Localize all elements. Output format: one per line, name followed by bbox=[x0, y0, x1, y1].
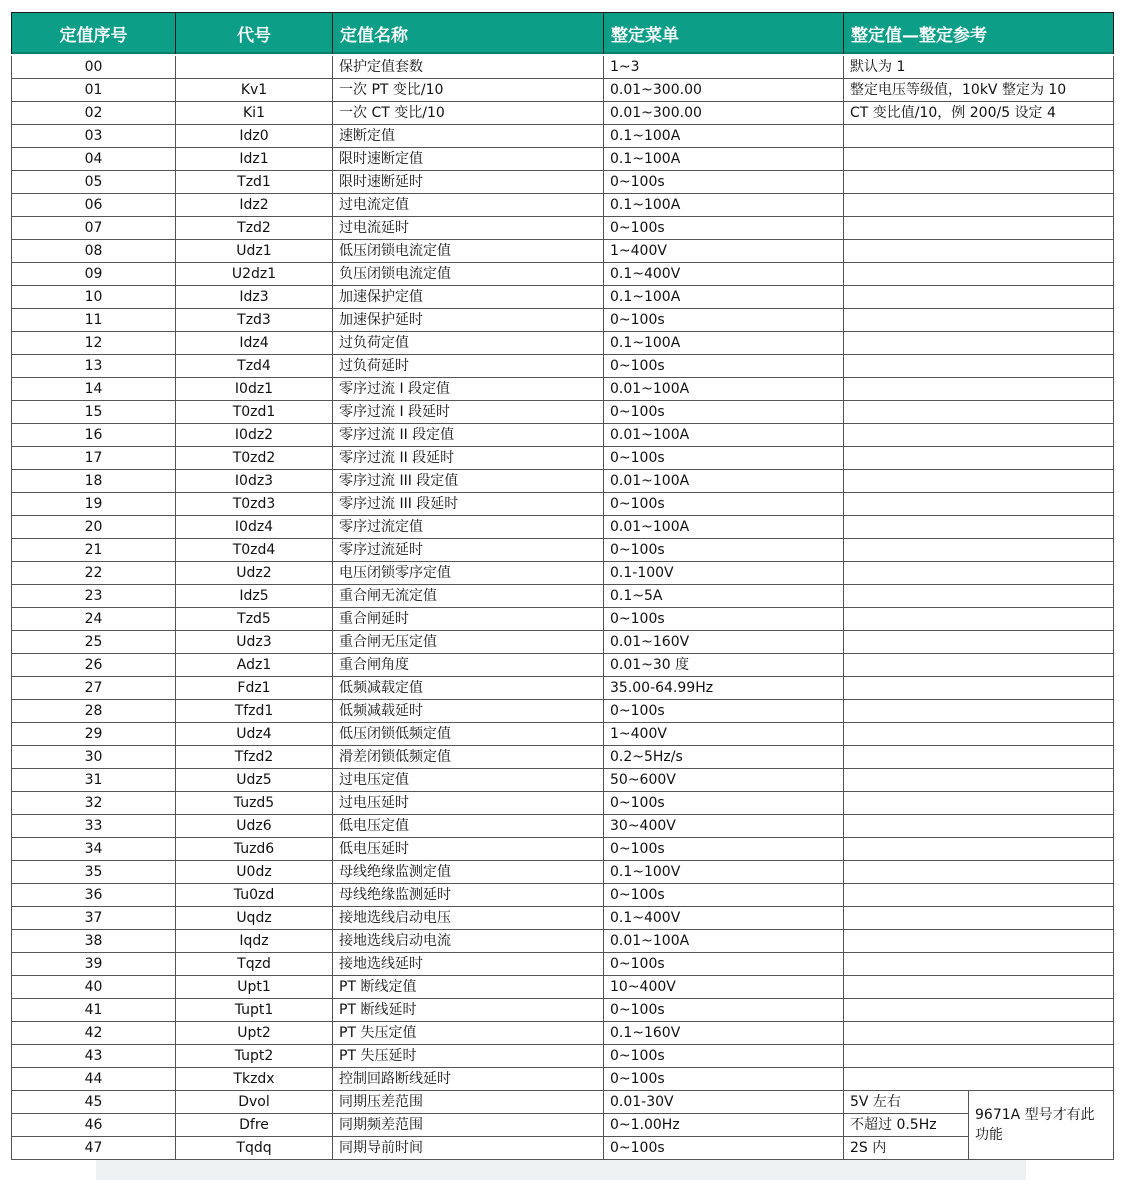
row-range: 0~100s bbox=[604, 493, 844, 516]
row-reference: 整定电压等级值，10kV 整定为 10 bbox=[844, 79, 1114, 102]
table-row bbox=[12, 1114, 1114, 1137]
footer-band bbox=[96, 1160, 1026, 1180]
row-range: 50~600V bbox=[604, 769, 844, 792]
row-name: 限时速断定值 bbox=[333, 148, 604, 171]
row-seq: 41 bbox=[12, 999, 176, 1022]
table-row bbox=[12, 1091, 1114, 1114]
row-seq: 18 bbox=[12, 470, 176, 493]
table-row bbox=[12, 792, 1114, 815]
row-seq: 19 bbox=[12, 493, 176, 516]
row-name: 零序过流定值 bbox=[333, 516, 604, 539]
table-row bbox=[12, 769, 1114, 792]
table-row bbox=[12, 930, 1114, 953]
row-seq: 09 bbox=[12, 263, 176, 286]
row-code: Tzd2 bbox=[176, 217, 333, 240]
row-seq: 21 bbox=[12, 539, 176, 562]
row-code: T0zd4 bbox=[176, 539, 333, 562]
row-range: 0~100s bbox=[604, 447, 844, 470]
row-code: Idz1 bbox=[176, 148, 333, 171]
table-row bbox=[12, 631, 1114, 654]
row-range: 0~100s bbox=[604, 608, 844, 631]
row-reference bbox=[844, 677, 1114, 700]
row-name: 控制回路断线延时 bbox=[333, 1068, 604, 1091]
table-row bbox=[12, 700, 1114, 723]
row-name: 保护定值套数 bbox=[333, 55, 604, 79]
row-reference bbox=[844, 424, 1114, 447]
table-row bbox=[12, 171, 1114, 194]
row-code: Tfzd1 bbox=[176, 700, 333, 723]
row-range: 0.1~400V bbox=[604, 263, 844, 286]
row-range: 35.00-64.99Hz bbox=[604, 677, 844, 700]
row-range: 0.1~400V bbox=[604, 907, 844, 930]
row-reference bbox=[844, 815, 1114, 838]
row-range: 0~100s bbox=[604, 1045, 844, 1068]
table-row bbox=[12, 654, 1114, 677]
row-code: Tupt2 bbox=[176, 1045, 333, 1068]
row-range: 0~100s bbox=[604, 999, 844, 1022]
row-seq: 39 bbox=[12, 953, 176, 976]
row-range: 0.01~100A bbox=[604, 378, 844, 401]
row-reference bbox=[844, 838, 1114, 861]
row-seq: 25 bbox=[12, 631, 176, 654]
row-reference bbox=[844, 171, 1114, 194]
row-reference bbox=[844, 1045, 1114, 1068]
row-reference: 5V 左右 bbox=[844, 1091, 969, 1114]
row-name: 重合闸无流定值 bbox=[333, 585, 604, 608]
row-seq: 10 bbox=[12, 286, 176, 309]
row-range: 0.1~160V bbox=[604, 1022, 844, 1045]
row-code: Udz3 bbox=[176, 631, 333, 654]
row-range: 0~100s bbox=[604, 171, 844, 194]
row-code: Tzd1 bbox=[176, 171, 333, 194]
row-range: 0.01~100A bbox=[604, 424, 844, 447]
row-reference: 不超过 0.5Hz bbox=[844, 1114, 969, 1137]
row-seq: 32 bbox=[12, 792, 176, 815]
row-name: 接地选线启动电压 bbox=[333, 907, 604, 930]
table-row bbox=[12, 746, 1114, 769]
table-row bbox=[12, 539, 1114, 562]
row-name: 速断定值 bbox=[333, 125, 604, 148]
table-row bbox=[12, 838, 1114, 861]
row-code: T0zd2 bbox=[176, 447, 333, 470]
row-code: Ki1 bbox=[176, 102, 333, 125]
row-code: Udz2 bbox=[176, 562, 333, 585]
row-code: T0zd3 bbox=[176, 493, 333, 516]
row-range: 0~100s bbox=[604, 792, 844, 815]
row-name: 同期压差范围 bbox=[333, 1091, 604, 1114]
row-reference bbox=[844, 1022, 1114, 1045]
row-seq: 29 bbox=[12, 723, 176, 746]
row-code: U0dz bbox=[176, 861, 333, 884]
row-code: Iqdz bbox=[176, 930, 333, 953]
row-code: I0dz4 bbox=[176, 516, 333, 539]
table-row bbox=[12, 217, 1114, 240]
table-body bbox=[12, 55, 1114, 1160]
row-code: Kv1 bbox=[176, 79, 333, 102]
header-code: 代号 bbox=[176, 13, 333, 56]
row-seq: 26 bbox=[12, 654, 176, 677]
row-reference bbox=[844, 539, 1114, 562]
row-name: 低压闭锁电流定值 bbox=[333, 240, 604, 263]
table-row bbox=[12, 815, 1114, 838]
row-range: 0~100s bbox=[604, 401, 844, 424]
row-reference: 默认为 1 bbox=[844, 55, 1114, 79]
row-code: Fdz1 bbox=[176, 677, 333, 700]
table-row bbox=[12, 286, 1114, 309]
row-range: 0.1-100V bbox=[604, 562, 844, 585]
table-row bbox=[12, 516, 1114, 539]
row-code: Idz0 bbox=[176, 125, 333, 148]
row-seq: 33 bbox=[12, 815, 176, 838]
row-reference bbox=[844, 746, 1114, 769]
row-name: PT 失压延时 bbox=[333, 1045, 604, 1068]
row-seq: 03 bbox=[12, 125, 176, 148]
table-row bbox=[12, 1045, 1114, 1068]
table-row bbox=[12, 953, 1114, 976]
row-code: T0zd1 bbox=[176, 401, 333, 424]
row-name: 母线绝缘监测定值 bbox=[333, 861, 604, 884]
row-code: Idz2 bbox=[176, 194, 333, 217]
table-row bbox=[12, 240, 1114, 263]
row-seq: 42 bbox=[12, 1022, 176, 1045]
row-code: Tuzd6 bbox=[176, 838, 333, 861]
row-name: 滑差闭锁低频定值 bbox=[333, 746, 604, 769]
table-row bbox=[12, 401, 1114, 424]
row-name: 零序过流 III 段定值 bbox=[333, 470, 604, 493]
row-reference bbox=[844, 953, 1114, 976]
table-row bbox=[12, 125, 1114, 148]
row-range: 10~400V bbox=[604, 976, 844, 999]
table-row bbox=[12, 562, 1114, 585]
row-range: 0~100s bbox=[604, 884, 844, 907]
row-code: Tfzd2 bbox=[176, 746, 333, 769]
row-code: U2dz1 bbox=[176, 263, 333, 286]
row-code: Udz1 bbox=[176, 240, 333, 263]
row-name: PT 断线定值 bbox=[333, 976, 604, 999]
header-range: 整定菜单 bbox=[604, 13, 844, 56]
row-range: 0.1~100V bbox=[604, 861, 844, 884]
row-code: Udz5 bbox=[176, 769, 333, 792]
row-seq: 34 bbox=[12, 838, 176, 861]
row-range: 0~100s bbox=[604, 355, 844, 378]
table-row bbox=[12, 424, 1114, 447]
row-seq: 06 bbox=[12, 194, 176, 217]
row-seq: 30 bbox=[12, 746, 176, 769]
row-seq: 05 bbox=[12, 171, 176, 194]
row-seq: 04 bbox=[12, 148, 176, 171]
row-range: 0.01~160V bbox=[604, 631, 844, 654]
row-reference bbox=[844, 700, 1114, 723]
row-reference bbox=[844, 378, 1114, 401]
row-code: Tu0zd bbox=[176, 884, 333, 907]
row-code: Tzd5 bbox=[176, 608, 333, 631]
row-reference bbox=[844, 240, 1114, 263]
row-code: Idz3 bbox=[176, 286, 333, 309]
table-row bbox=[12, 884, 1114, 907]
row-name: 低电压定值 bbox=[333, 815, 604, 838]
row-seq: 44 bbox=[12, 1068, 176, 1091]
row-range: 1~400V bbox=[604, 723, 844, 746]
row-seq: 31 bbox=[12, 769, 176, 792]
table-header-row bbox=[12, 13, 1114, 56]
row-reference bbox=[844, 148, 1114, 171]
table-row bbox=[12, 79, 1114, 102]
row-name: 接地选线延时 bbox=[333, 953, 604, 976]
row-code: Tkzdx bbox=[176, 1068, 333, 1091]
row-code: Upt1 bbox=[176, 976, 333, 999]
row-reference bbox=[844, 976, 1114, 999]
row-seq: 02 bbox=[12, 102, 176, 125]
table-row bbox=[12, 355, 1114, 378]
row-name: 零序过流 I 段定值 bbox=[333, 378, 604, 401]
table-row bbox=[12, 470, 1114, 493]
row-seq: 08 bbox=[12, 240, 176, 263]
row-name: 电压闭锁零序定值 bbox=[333, 562, 604, 585]
row-seq: 22 bbox=[12, 562, 176, 585]
row-reference bbox=[844, 263, 1114, 286]
table-row bbox=[12, 976, 1114, 999]
row-reference bbox=[844, 930, 1114, 953]
row-name: 过电压延时 bbox=[333, 792, 604, 815]
row-seq: 20 bbox=[12, 516, 176, 539]
table-row bbox=[12, 447, 1114, 470]
row-code: I0dz1 bbox=[176, 378, 333, 401]
row-seq: 43 bbox=[12, 1045, 176, 1068]
row-reference bbox=[844, 1068, 1114, 1091]
row-reference bbox=[844, 470, 1114, 493]
row-range: 0~100s bbox=[604, 1137, 844, 1160]
row-name: 一次 PT 变比/10 bbox=[333, 79, 604, 102]
row-name: 低频减载延时 bbox=[333, 700, 604, 723]
table-row bbox=[12, 493, 1114, 516]
row-name: 过电压定值 bbox=[333, 769, 604, 792]
row-seq: 45 bbox=[12, 1091, 176, 1114]
row-name: 低电压延时 bbox=[333, 838, 604, 861]
table-row bbox=[12, 677, 1114, 700]
header-name: 定值名称 bbox=[333, 13, 604, 56]
row-seq: 07 bbox=[12, 217, 176, 240]
row-code: Dvol bbox=[176, 1091, 333, 1114]
row-reference bbox=[844, 562, 1114, 585]
table-row bbox=[12, 608, 1114, 631]
row-range: 0~100s bbox=[604, 217, 844, 240]
row-code: Tzd4 bbox=[176, 355, 333, 378]
table-row bbox=[12, 723, 1114, 746]
row-reference bbox=[844, 493, 1114, 516]
table-row bbox=[12, 148, 1114, 171]
row-name: 低频减载定值 bbox=[333, 677, 604, 700]
row-seq: 14 bbox=[12, 378, 176, 401]
row-range: 0~100s bbox=[604, 838, 844, 861]
row-range: 1~400V bbox=[604, 240, 844, 263]
row-range: 0.01~100A bbox=[604, 930, 844, 953]
row-name: 重合闸角度 bbox=[333, 654, 604, 677]
row-range: 1~3 bbox=[604, 55, 844, 79]
row-name: 重合闸无压定值 bbox=[333, 631, 604, 654]
row-reference bbox=[844, 861, 1114, 884]
table-row bbox=[12, 194, 1114, 217]
row-range: 0~100s bbox=[604, 539, 844, 562]
row-code: Tzd3 bbox=[176, 309, 333, 332]
row-code: Adz1 bbox=[176, 654, 333, 677]
row-seq: 27 bbox=[12, 677, 176, 700]
row-name: 零序过流 II 段延时 bbox=[333, 447, 604, 470]
row-name: 加速保护延时 bbox=[333, 309, 604, 332]
table-row bbox=[12, 1022, 1114, 1045]
row-name: 一次 CT 变比/10 bbox=[333, 102, 604, 125]
row-seq: 12 bbox=[12, 332, 176, 355]
row-range: 0.01-30V bbox=[604, 1091, 844, 1114]
row-seq: 28 bbox=[12, 700, 176, 723]
row-reference bbox=[844, 217, 1114, 240]
table-row bbox=[12, 378, 1114, 401]
row-seq: 47 bbox=[12, 1137, 176, 1160]
row-code: Idz4 bbox=[176, 332, 333, 355]
row-name: 负压闭锁电流定值 bbox=[333, 263, 604, 286]
row-seq: 01 bbox=[12, 79, 176, 102]
row-code: Dfre bbox=[176, 1114, 333, 1137]
row-range: 0~100s bbox=[604, 700, 844, 723]
row-code: I0dz3 bbox=[176, 470, 333, 493]
row-name: 同期频差范围 bbox=[333, 1114, 604, 1137]
table-row bbox=[12, 309, 1114, 332]
row-range: 0~100s bbox=[604, 1068, 844, 1091]
row-name: 过负荷延时 bbox=[333, 355, 604, 378]
row-seq: 36 bbox=[12, 884, 176, 907]
row-reference bbox=[844, 125, 1114, 148]
table-row bbox=[12, 585, 1114, 608]
row-range: 0~1.00Hz bbox=[604, 1114, 844, 1137]
table-row bbox=[12, 263, 1114, 286]
row-name: 零序过流 I 段延时 bbox=[333, 401, 604, 424]
row-reference bbox=[844, 585, 1114, 608]
row-seq: 24 bbox=[12, 608, 176, 631]
row-name: 过负荷定值 bbox=[333, 332, 604, 355]
row-name: 母线绝缘监测延时 bbox=[333, 884, 604, 907]
row-name: 零序过流 II 段定值 bbox=[333, 424, 604, 447]
row-reference bbox=[844, 286, 1114, 309]
row-reference bbox=[844, 723, 1114, 746]
row-name: 重合闸延时 bbox=[333, 608, 604, 631]
table-row bbox=[12, 861, 1114, 884]
row-reference bbox=[844, 792, 1114, 815]
row-seq: 38 bbox=[12, 930, 176, 953]
row-name: 过电流定值 bbox=[333, 194, 604, 217]
row-name: 过电流延时 bbox=[333, 217, 604, 240]
row-seq: 13 bbox=[12, 355, 176, 378]
table-row bbox=[12, 1068, 1114, 1091]
row-reference bbox=[844, 654, 1114, 677]
row-reference bbox=[844, 999, 1114, 1022]
row-range: 0.01~300.00 bbox=[604, 79, 844, 102]
row-seq: 37 bbox=[12, 907, 176, 930]
row-range: 0.01~100A bbox=[604, 516, 844, 539]
table-row bbox=[12, 1137, 1114, 1160]
row-range: 0.1~100A bbox=[604, 125, 844, 148]
row-name: 加速保护定值 bbox=[333, 286, 604, 309]
row-seq: 15 bbox=[12, 401, 176, 424]
row-seq: 11 bbox=[12, 309, 176, 332]
row-seq: 35 bbox=[12, 861, 176, 884]
row-code: Udz6 bbox=[176, 815, 333, 838]
row-name: 接地选线启动电流 bbox=[333, 930, 604, 953]
row-code: Tqzd bbox=[176, 953, 333, 976]
row-range: 0~100s bbox=[604, 309, 844, 332]
row-reference bbox=[844, 355, 1114, 378]
row-seq: 46 bbox=[12, 1114, 176, 1137]
row-reference bbox=[844, 631, 1114, 654]
row-seq: 00 bbox=[12, 55, 176, 79]
row-reference bbox=[844, 332, 1114, 355]
table-row bbox=[12, 102, 1114, 125]
row-range: 30~400V bbox=[604, 815, 844, 838]
row-reference bbox=[844, 907, 1114, 930]
row-reference bbox=[844, 309, 1114, 332]
row-seq: 16 bbox=[12, 424, 176, 447]
row-code: Tupt1 bbox=[176, 999, 333, 1022]
row-range: 0.1~100A bbox=[604, 148, 844, 171]
row-name: 限时速断延时 bbox=[333, 171, 604, 194]
row-code: Idz5 bbox=[176, 585, 333, 608]
header-reference: 整定值—整定参考 bbox=[844, 13, 1114, 56]
settings-table bbox=[11, 12, 1114, 1160]
header-seq: 定值序号 bbox=[12, 13, 176, 56]
row-code: Uqdz bbox=[176, 907, 333, 930]
row-range: 0.01~100A bbox=[604, 470, 844, 493]
row-range: 0.1~100A bbox=[604, 332, 844, 355]
row-code bbox=[176, 55, 333, 79]
sync-model-note: 9671A 型号才有此功能 bbox=[969, 1091, 1114, 1160]
row-seq: 23 bbox=[12, 585, 176, 608]
row-code: Upt2 bbox=[176, 1022, 333, 1045]
row-range: 0.1~100A bbox=[604, 286, 844, 309]
row-name: 低压闭锁低频定值 bbox=[333, 723, 604, 746]
row-reference: CT 变比值/10，例 200/5 设定 4 bbox=[844, 102, 1114, 125]
row-reference bbox=[844, 516, 1114, 539]
row-name: 零序过流 III 段延时 bbox=[333, 493, 604, 516]
row-range: 0.2~5Hz/s bbox=[604, 746, 844, 769]
row-seq: 17 bbox=[12, 447, 176, 470]
row-range: 0.1~5A bbox=[604, 585, 844, 608]
row-code: Tqdq bbox=[176, 1137, 333, 1160]
row-range: 0~100s bbox=[604, 953, 844, 976]
row-reference bbox=[844, 884, 1114, 907]
table-row bbox=[12, 332, 1114, 355]
table-row bbox=[12, 907, 1114, 930]
row-code: Udz4 bbox=[176, 723, 333, 746]
row-range: 0.1~100A bbox=[604, 194, 844, 217]
row-name: PT 断线延时 bbox=[333, 999, 604, 1022]
row-range: 0.01~300.00 bbox=[604, 102, 844, 125]
row-name: PT 失压定值 bbox=[333, 1022, 604, 1045]
row-range: 0.01~30 度 bbox=[604, 654, 844, 677]
row-reference bbox=[844, 194, 1114, 217]
row-reference bbox=[844, 769, 1114, 792]
row-code: Tuzd5 bbox=[176, 792, 333, 815]
row-name: 同期导前时间 bbox=[333, 1137, 604, 1160]
row-reference bbox=[844, 447, 1114, 470]
row-name: 零序过流延时 bbox=[333, 539, 604, 562]
table-row bbox=[12, 55, 1114, 79]
row-code: I0dz2 bbox=[176, 424, 333, 447]
table-row bbox=[12, 999, 1114, 1022]
row-reference bbox=[844, 401, 1114, 424]
row-reference bbox=[844, 608, 1114, 631]
row-reference: 2S 内 bbox=[844, 1137, 969, 1160]
row-seq: 40 bbox=[12, 976, 176, 999]
